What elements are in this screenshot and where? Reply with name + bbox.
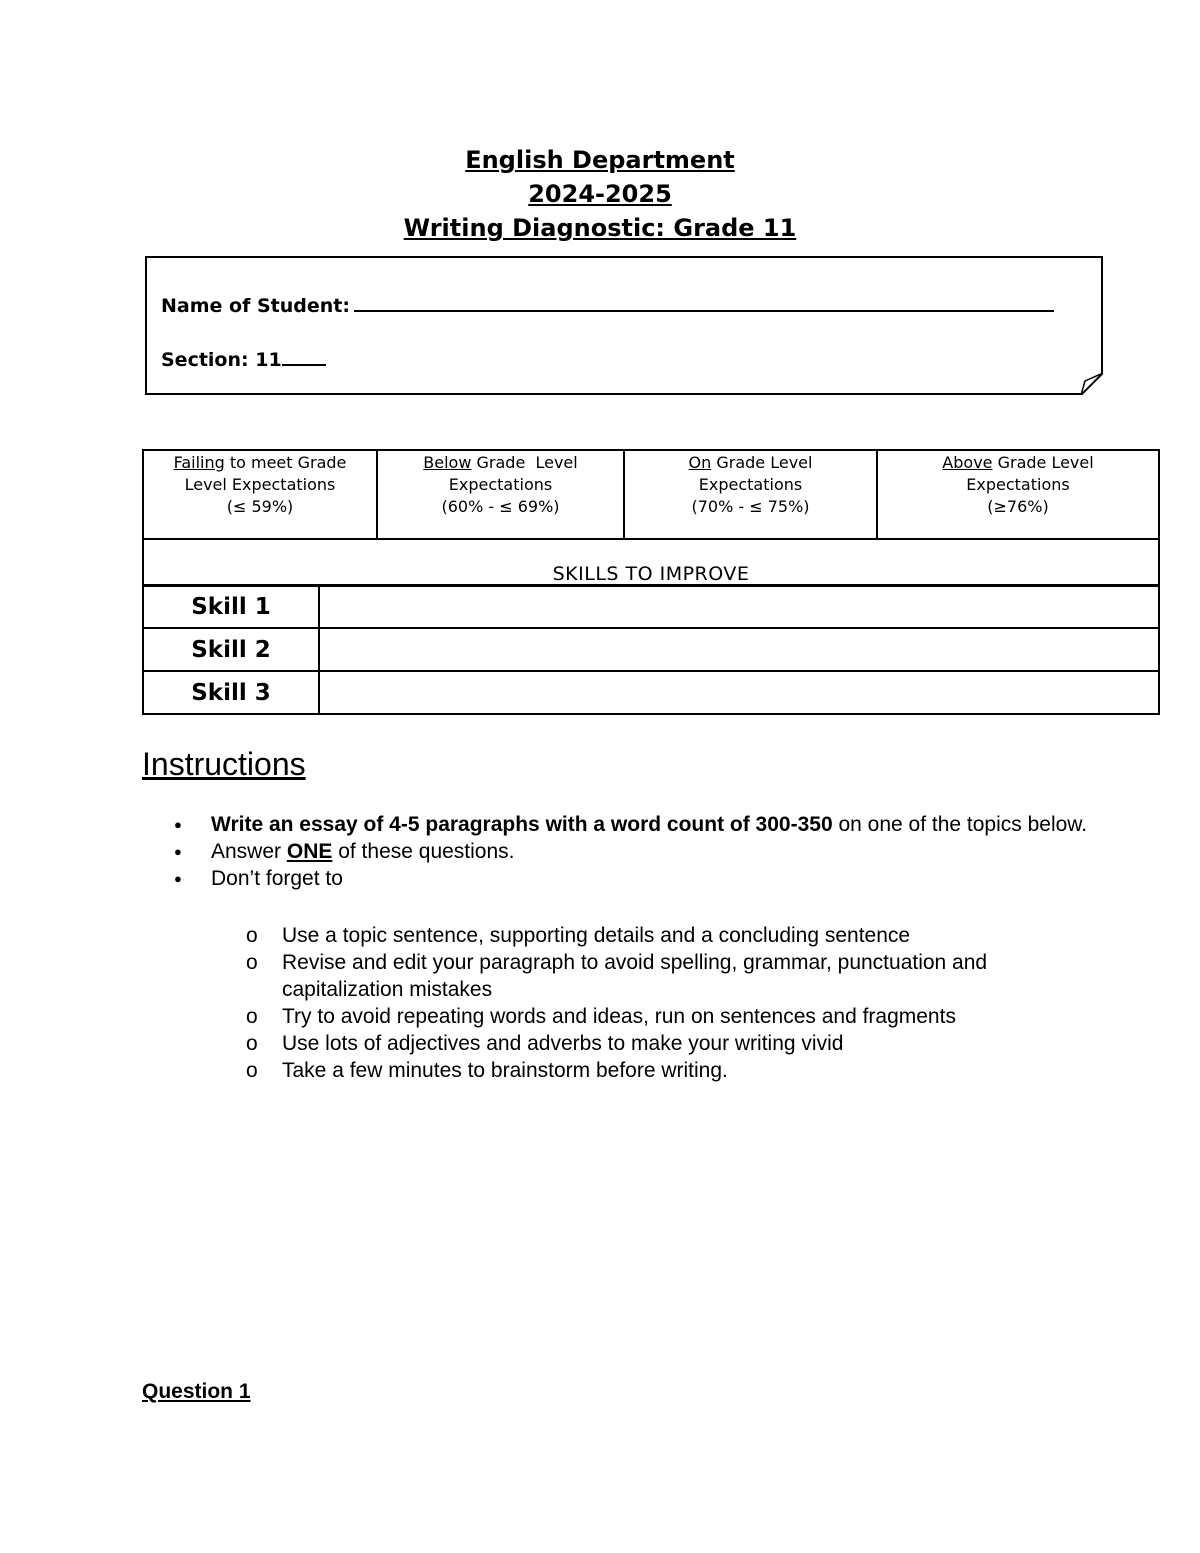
level-above-range: (≥76%) [987,497,1049,516]
document-header [0,143,1200,245]
level-below-text: Grade Level [471,453,578,472]
skill-1-field[interactable] [319,585,1159,628]
answer-pre: Answer [211,840,287,863]
answer-post: of these questions. [332,840,515,863]
instructions-list [140,811,1100,892]
level-on-text: Grade Level [711,453,813,472]
level-failing-range: (≤ 59%) [226,497,294,516]
skills-heading: SKILLS TO IMPROVE [143,539,1159,586]
list-item [210,1003,1090,1030]
level-above [877,450,1159,539]
skill-1-label: Skill 1 [143,585,319,628]
question-1-heading: Question 1 [142,1380,251,1403]
essay-requirement-rest: on one of the topics below. [832,813,1088,836]
tips-list [210,922,1090,1084]
level-above-text: Grade Level [992,453,1094,472]
tip-topic-sentence: Use a topic sentence, supporting details and a concluding sentence [282,924,911,947]
student-name-field[interactable] [354,296,1054,312]
tip-revise-edit: Revise and edit your paragraph to avoid spelling, grammar, punctuation and capitalization mistakes [282,951,988,1001]
level-on-key: On [688,453,712,472]
tip-avoid-repeating: Try to avoid repeating words and ideas, run on sentences and fragments [282,1005,956,1028]
list-item [210,1030,1090,1057]
skill-row [143,585,1159,628]
grade-level-table [142,449,1160,587]
skills-heading-row [143,539,1159,586]
skill-3-label: Skill 3 [143,671,319,714]
skill-row [143,628,1159,671]
grade-levels-row [143,450,1159,539]
level-above-line2: Expectations [966,475,1070,494]
list-item [210,1057,1090,1084]
level-on-line2: Expectations [698,475,803,494]
level-failing-key: Failing [173,453,225,472]
skills-table [142,584,1160,715]
department-title: English Department [465,146,735,174]
level-failing-text: to meet Grade [224,453,347,472]
level-below-line2: Expectations [448,475,553,494]
essay-requirement: Write an essay of 4-5 paragraphs with a word count of 300-350 [211,813,833,836]
instructions-heading: Instructions [142,746,306,782]
level-above-key: Above [942,453,993,472]
list-item [210,922,1090,949]
level-failing-line2: Level Expectations [184,475,336,494]
tip-adjectives: Use lots of adjectives and adverbs to make your writing vivid [282,1032,844,1055]
skill-2-field[interactable] [319,628,1159,671]
answer-one: ONE [286,840,333,863]
dont-forget: Don’t forget to [211,867,343,890]
list-item [140,838,1100,865]
student-name-label: Name of Student: [161,295,350,317]
level-on [624,450,877,539]
folded-corner-icon [1081,373,1103,395]
section-label: Section: 11 [161,349,282,371]
list-item [140,811,1100,838]
section-field[interactable] [282,350,326,366]
level-below [377,450,624,539]
level-on-range: (70% - ≤ 75%) [691,497,810,516]
level-below-key: Below [423,453,472,472]
tip-brainstorm: Take a few minutes to brainstorm before writing. [282,1059,728,1082]
level-failing [143,450,377,539]
list-item [210,949,1090,1003]
skill-row [143,671,1159,714]
skill-2-label: Skill 2 [143,628,319,671]
skill-3-field[interactable] [319,671,1159,714]
section-row [161,349,326,371]
student-info-box [145,256,1103,395]
list-item [140,865,1100,892]
level-below-range: (60% - ≤ 69%) [441,497,560,516]
student-name-row [161,295,1054,317]
diagnostic-title: Writing Diagnostic: Grade 11 [403,214,797,242]
school-year: 2024-2025 [528,180,672,208]
